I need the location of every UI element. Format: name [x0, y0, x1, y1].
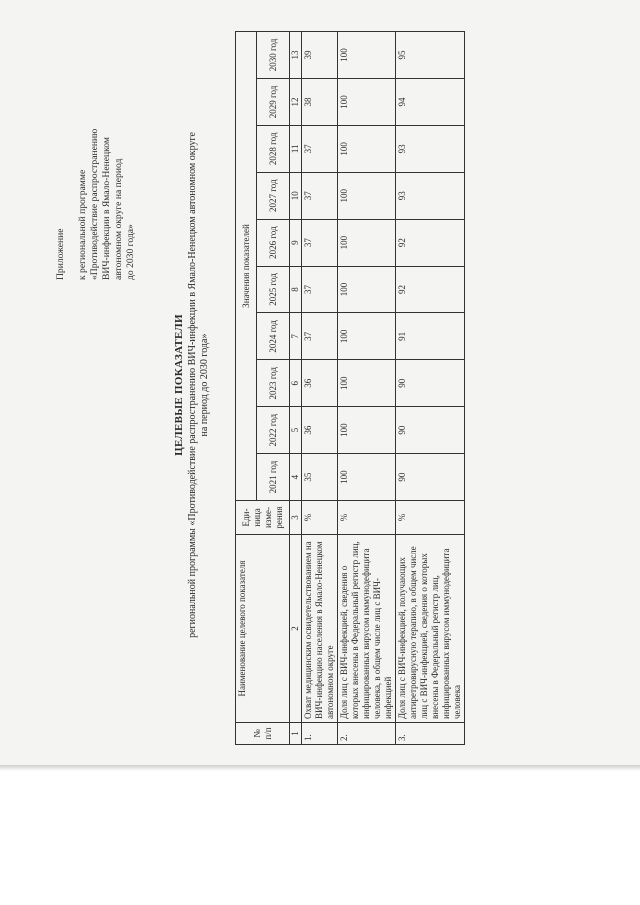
value-cell: 37 [302, 219, 338, 266]
column-number: 8 [290, 266, 302, 313]
value-cell: 95 [396, 32, 465, 79]
appendix-line: ВИЧ-инфекции в Ямало-Ненецком [101, 137, 112, 280]
year-header: 2023 год [257, 360, 290, 407]
value-cell: 38 [302, 78, 338, 125]
col-header-unit: Еди-ница изме-рения [236, 501, 290, 535]
value-cell: 37 [302, 125, 338, 172]
column-number: 6 [290, 360, 302, 407]
year-header: 2021 год [257, 454, 290, 501]
column-number: 5 [290, 407, 302, 454]
indicator-unit: % [302, 501, 338, 535]
value-cell: 92 [396, 219, 465, 266]
page-edge-shadow [0, 765, 640, 771]
year-header: 2026 год [257, 219, 290, 266]
value-cell: 36 [302, 360, 338, 407]
value-cell: 90 [396, 454, 465, 501]
value-cell: 100 [338, 360, 396, 407]
subtitle-line: региональной программы «Противодействие распространению ВИЧ-инфекции в Ямало-Ненецком автономном округе [187, 132, 198, 638]
year-header: 2029 год [257, 78, 290, 125]
value-cell: 93 [396, 172, 465, 219]
value-cell: 90 [396, 360, 465, 407]
year-header: 2025 год [257, 266, 290, 313]
value-cell: 90 [396, 407, 465, 454]
year-header: 2028 год [257, 125, 290, 172]
value-cell: 100 [338, 219, 396, 266]
appendix-line: к региональной программе [77, 169, 88, 280]
value-cell: 93 [396, 125, 465, 172]
column-number: 13 [290, 32, 302, 79]
appendix-title: Приложение [55, 228, 66, 280]
table-row [338, 32, 396, 745]
appendix-caption [55, 40, 137, 280]
indicator-unit: % [338, 501, 396, 535]
value-cell: 36 [302, 407, 338, 454]
appendix-line: автономном округе на период [113, 158, 124, 280]
value-cell: 100 [338, 125, 396, 172]
value-cell: 100 [338, 32, 396, 79]
column-number: 9 [290, 219, 302, 266]
year-header: 2027 год [257, 172, 290, 219]
col-header-name: Наименование целевого показателя [236, 535, 290, 723]
column-number-row [290, 32, 302, 745]
value-cell: 100 [338, 313, 396, 360]
row-number: 1. [302, 723, 338, 745]
document-subtitle [187, 60, 211, 710]
year-header: 2022 год [257, 407, 290, 454]
table-row [302, 32, 338, 745]
value-cell: 35 [302, 454, 338, 501]
value-cell: 91 [396, 313, 465, 360]
indicator-name: Охват медицинским освидетельствованием на ВИЧ-инфекцию населения в Ямало-Ненецком автономном округе [302, 535, 338, 723]
column-number: 2 [290, 535, 302, 723]
value-cell: 100 [338, 172, 396, 219]
column-number: 11 [290, 125, 302, 172]
indicator-name: Доля лиц с ВИЧ-инфекцией, сведения о которых внесены в Федеральный регистр лиц, инфицированных вирусом иммунодефицита человека, в общем числе лиц с ВИЧ-инфекцией [338, 535, 396, 723]
column-number: 12 [290, 78, 302, 125]
value-cell: 39 [302, 32, 338, 79]
document-title: ЦЕЛЕВЫЕ ПОКАЗАТЕЛИ [173, 314, 185, 456]
value-cell: 100 [338, 266, 396, 313]
value-cell: 100 [338, 407, 396, 454]
table-row [396, 32, 465, 745]
year-header: 2024 год [257, 313, 290, 360]
indicator-name: Доля лиц с ВИЧ-инфекцией, получающих антиретровирусную терапию, в общем числе лиц с ВИЧ-инфекцией, сведения о которых внесены в Федеральный регистр лиц, инфицированных вирусом иммунодефицита человека [396, 535, 465, 723]
column-number: 4 [290, 454, 302, 501]
indicators-table [235, 31, 465, 745]
value-cell: 100 [338, 78, 396, 125]
col-header-values-group: Значения показателей [236, 32, 257, 501]
rotated-page-content [55, 20, 635, 750]
column-number: 10 [290, 172, 302, 219]
row-number: 3. [396, 723, 465, 745]
appendix-line: «Противодействие распространению [89, 128, 100, 280]
value-cell: 92 [396, 266, 465, 313]
column-number: 7 [290, 313, 302, 360]
value-cell: 100 [338, 454, 396, 501]
value-cell: 37 [302, 313, 338, 360]
value-cell: 37 [302, 172, 338, 219]
column-number: 3 [290, 501, 302, 535]
col-header-num: № п/п [236, 723, 290, 745]
value-cell: 94 [396, 78, 465, 125]
value-cell: 37 [302, 266, 338, 313]
indicator-unit: % [396, 501, 465, 535]
appendix-line: до 2030 года» [125, 224, 136, 280]
row-number: 2. [338, 723, 396, 745]
year-header: 2030 год [257, 32, 290, 79]
subtitle-line: на период до 2030 года» [199, 333, 210, 437]
column-number: 1 [290, 723, 302, 745]
